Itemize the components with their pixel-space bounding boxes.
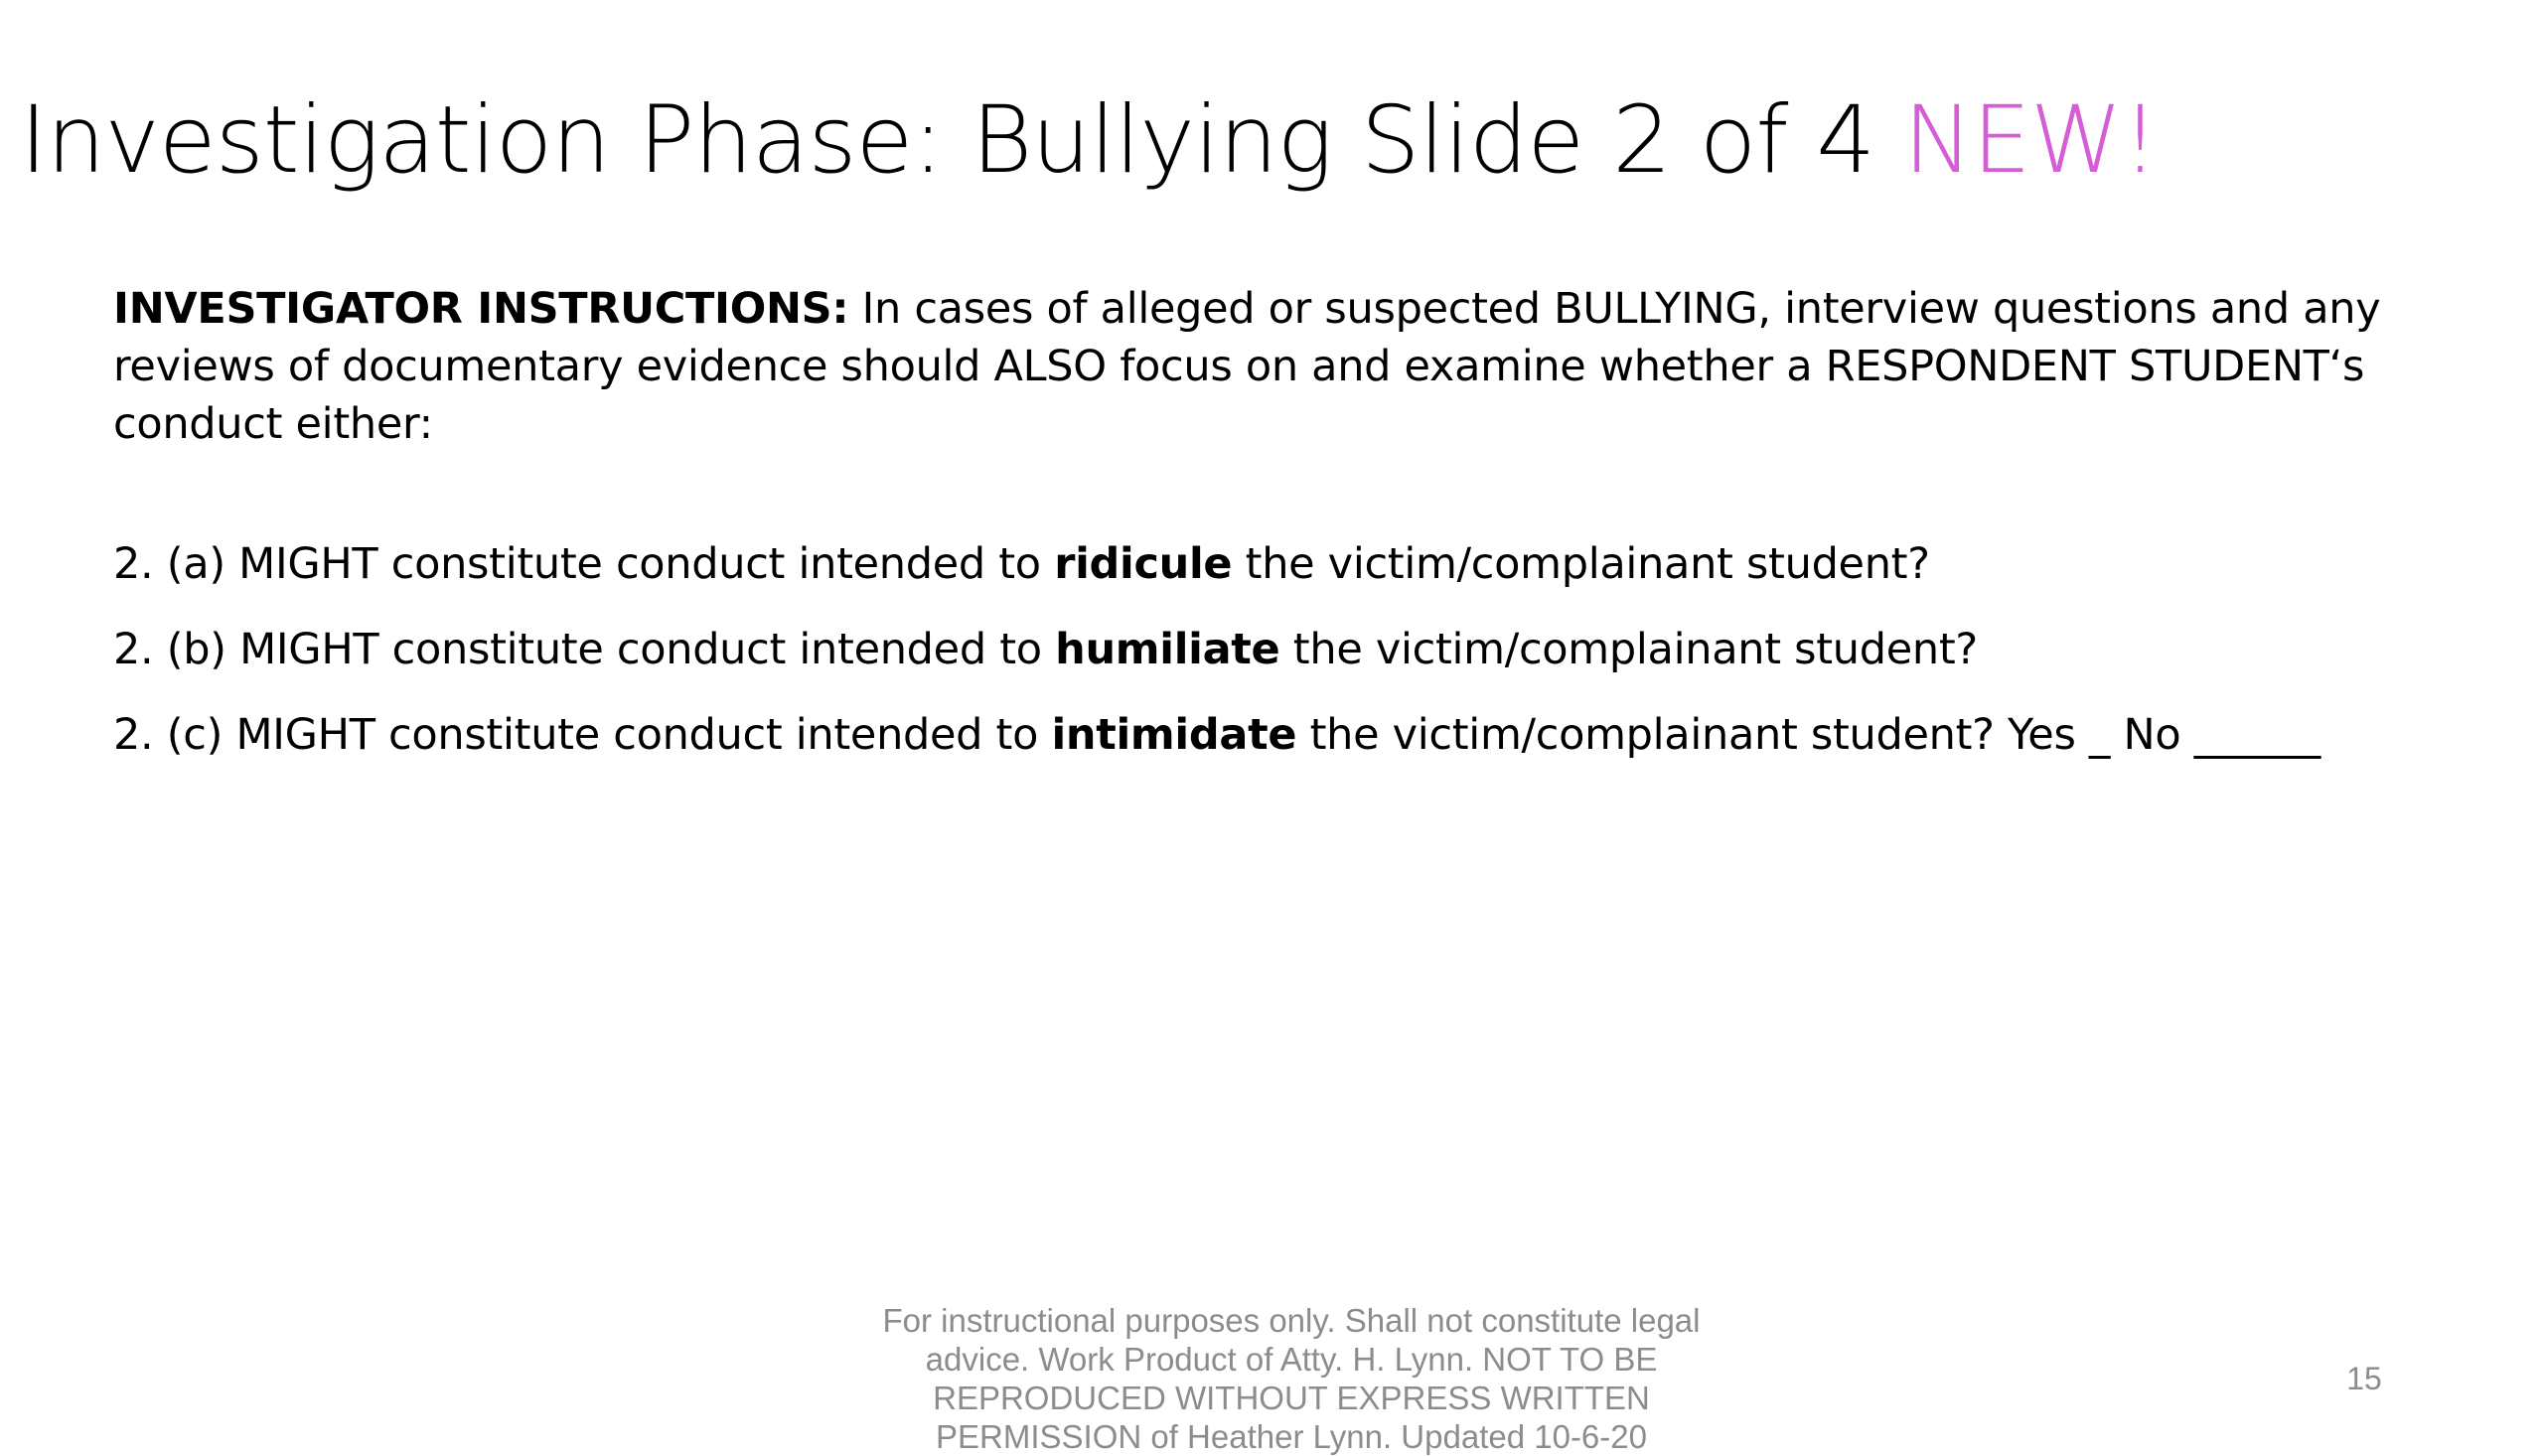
question-keyword: intimidate [1051,710,1297,760]
question-suffix: the victim/complainant student? [1232,539,1930,589]
investigator-instructions [113,280,2438,453]
question-2a [113,534,2458,594]
footer-disclaimer: For instructional purposes only. Shall not constitute legal advice. Work Product of Atty. H. Lynn. NOT TO BE REPRODUCED WITHOUT EXPRESS WRITTEN PERMISSION of Heather Lynn. Updated 10-6-20 [882,1302,1701,1455]
new-badge: NEW! [1902,86,2159,195]
question-2c [113,705,2458,765]
question-prefix: 2. (b) MIGHT constitute conduct intended to [113,625,1056,674]
question-keyword: humiliate [1055,625,1280,674]
page-number: 15 [2346,1361,2382,1396]
instructions-label: INVESTIGATOR INSTRUCTIONS: [113,284,849,334]
question-prefix: 2. (c) MIGHT constitute conduct intended to [113,710,1052,760]
question-2b [113,620,2458,679]
question-prefix: 2. (a) MIGHT constitute conduct intended to [113,539,1055,589]
question-keyword: ridicule [1054,539,1233,589]
question-suffix: the victim/complainant student? [1279,625,1978,674]
instructions-text: In cases of alleged or suspected BULLYING, interview questions and any reviews of documentary evidence should ALSO focus on and examine whether a RESPONDENT STUDENT‘s conduct either: [113,284,2381,449]
slide-title [20,72,2404,211]
question-suffix: the victim/complainant student? Yes _ No ______ [1296,710,2320,760]
slide-title-main: Investigation Phase: Bullying Slide 2 of 4 [20,86,1903,195]
